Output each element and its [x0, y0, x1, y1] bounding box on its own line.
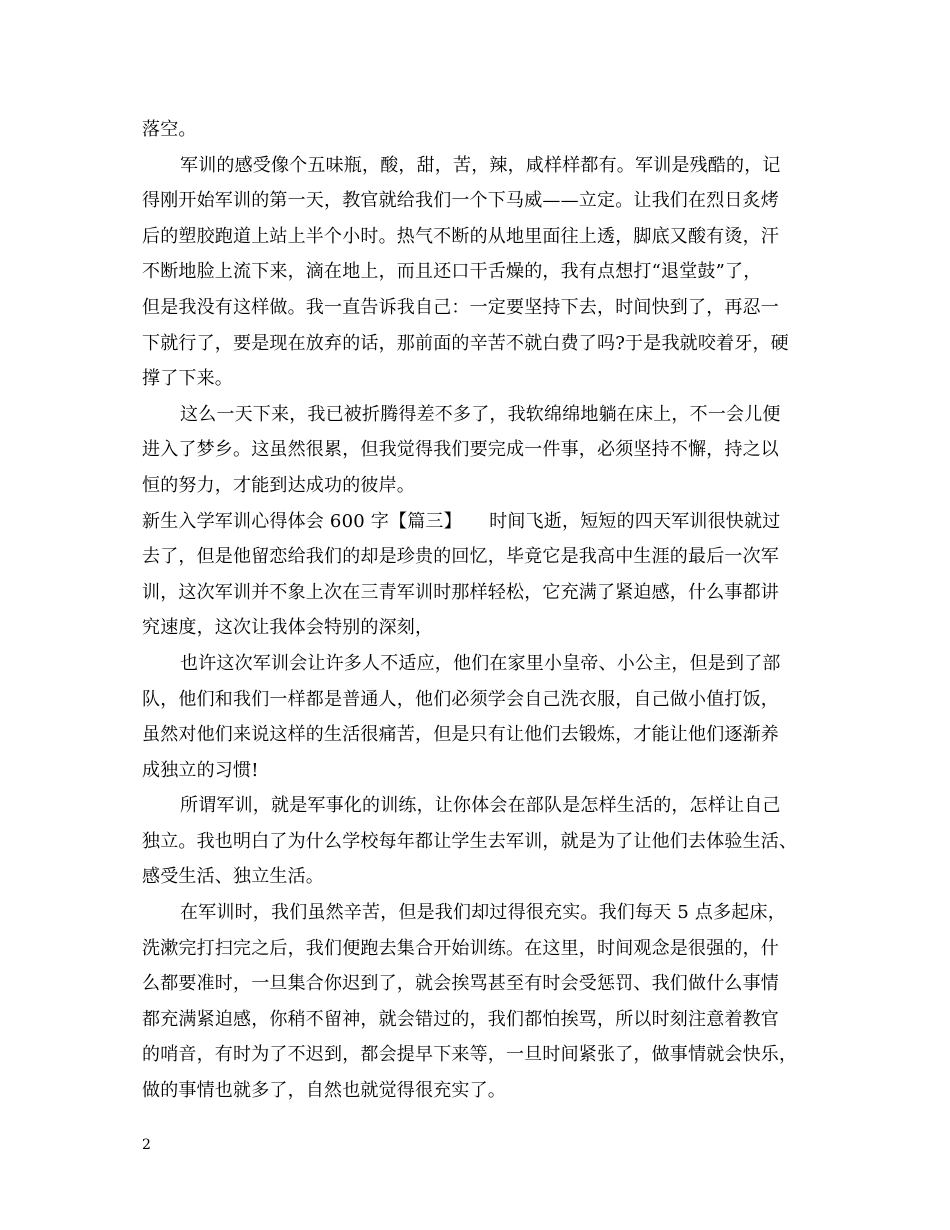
text-line: 虽然对他们来说这样的生活很痛苦，但是只有让他们去锻炼，才能让他们逐渐养	[142, 724, 779, 746]
text-line: 感受生活、独立生活。	[142, 866, 324, 888]
text-line: 进入了梦乡。这虽然很累，但我觉得我们要完成一件事，必须坚持不懈，持之以	[142, 439, 779, 461]
text-line: 做的事情也就多了，自然也就觉得很充实了。	[142, 1080, 506, 1102]
text-line: 队，他们和我们一样都是普通人，他们必须学会自己洗衣服，自己做小值打饭，	[142, 688, 779, 710]
text-line: 得刚开始军训的第一天，教官就给我们一个下马威——立定。让我们在烈日炙烤	[142, 190, 779, 212]
text-line: 成独立的习惯!	[142, 759, 259, 781]
page-number: 2	[142, 1137, 151, 1153]
section-heading-line: 新生入学军训心得体会 600 字【篇三】 时间飞逝，短短的四天军训很快就过	[142, 510, 781, 532]
text-line: 在军训时，我们虽然辛苦，但是我们却过得很充实。我们每天 5 点多起床，	[180, 902, 786, 924]
text-line: 后的塑胶跑道上站上半个小时。热气不断的从地里面往上透，脚底又酸有烫，汗	[142, 225, 779, 247]
text-line: 都充满紧迫感，你稍不留神，就会错过的，我们都怕挨骂，所以时刻注意着教官	[142, 1008, 779, 1030]
text-line: 洗漱完打扫完之后，我们便跑去集合开始训练。在这里，时间观念是很强的，什	[142, 937, 779, 959]
text-line: 去了，但是他留恋给我们的却是珍贵的回忆，毕竟它是我高中生涯的最后一次军	[142, 546, 779, 568]
text-line: 独立。我也明白了为什么学校每年都让学生去军训，就是为了让他们去体验生活、	[142, 830, 798, 852]
text-line: 究速度，这次让我体会特别的深刻，	[142, 617, 434, 639]
text-line: 军训的感受像个五味瓶，酸，甜，苦，辣，咸样样都有。军训是残酷的，记	[180, 154, 781, 176]
text-line: 的哨音，有时为了不迟到，都会提早下来等，一旦时间紧张了，做事情就会快乐，	[142, 1044, 798, 1066]
text-line: 撑了下来。	[142, 368, 233, 390]
text-line: 下就行了，要是现在放弃的话，那前面的辛苦不就白费了吗?于是我就咬着牙，硬	[142, 332, 789, 354]
text-line: 所谓军训，就是军事化的训练，让你体会在部队是怎样生活的，怎样让自己	[180, 795, 781, 817]
text-line: 训，这次军训并不象上次在三青军训时那样轻松，它充满了紧迫感，什么事都讲	[142, 581, 779, 603]
text-line: 这么一天下来，我已被折腾得差不多了，我软绵绵地躺在床上，不一会儿便	[180, 403, 781, 425]
text-line: 落空。	[142, 119, 197, 140]
text-line: 但是我没有这样做。我一直告诉我自己：一定要坚持下去，时间快到了，再忍一	[142, 296, 779, 318]
text-line: 么都要准时，一旦集合你迟到了，就会挨骂甚至有时会受惩罚、我们做什么事情	[142, 973, 779, 995]
text-line: 恒的努力，才能到达成功的彼岸。	[142, 474, 415, 496]
text-line: 不断地脸上流下来，滴在地上，而且还口干舌燥的，我有点想打“退堂鼓”了，	[142, 261, 762, 283]
text-line: 也许这次军训会让许多人不适应，他们在家里小皇帝、小公主，但是到了部	[180, 652, 781, 674]
document-body	[142, 112, 814, 1109]
